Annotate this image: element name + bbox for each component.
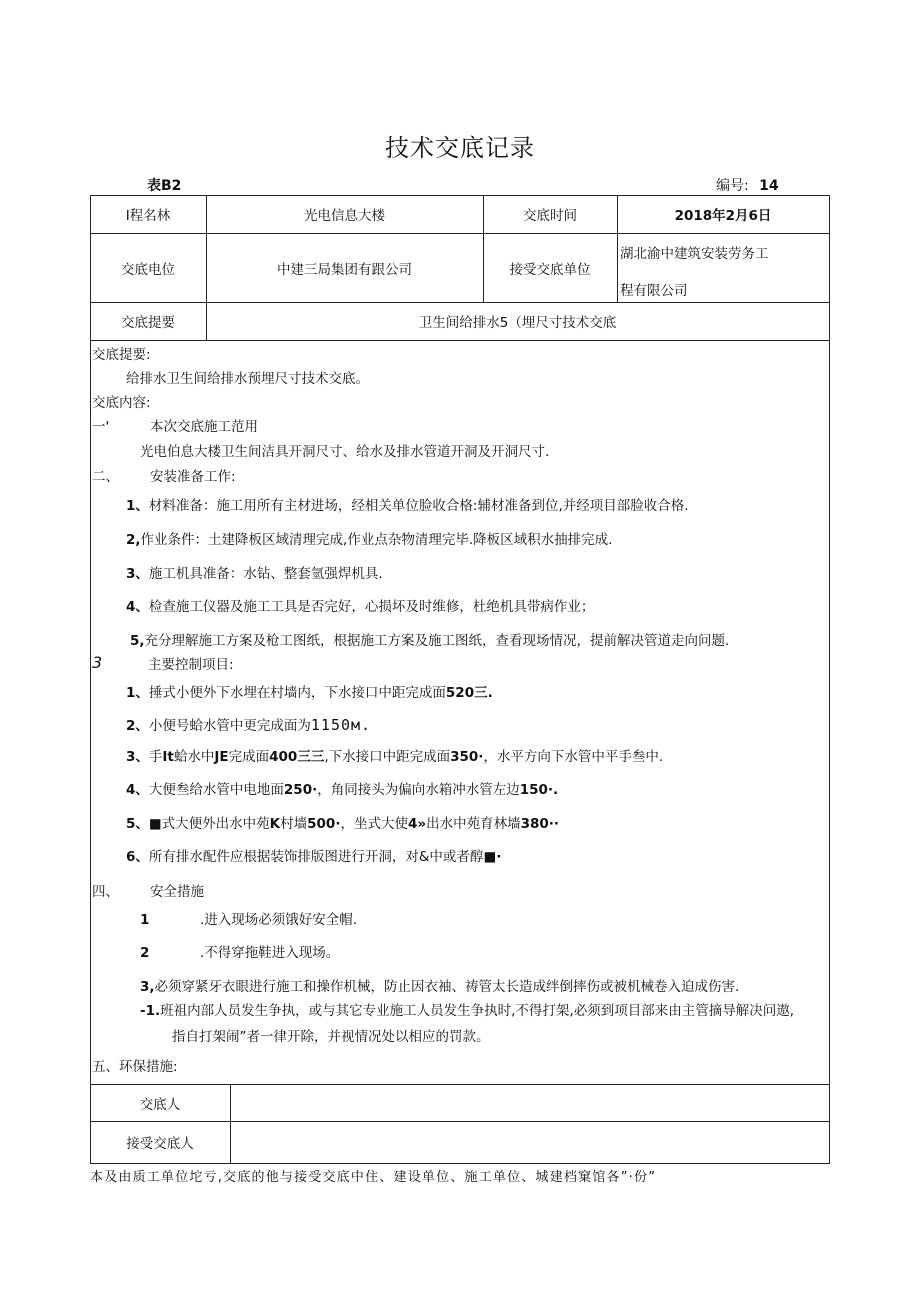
receiver-signature-field[interactable] xyxy=(230,1121,829,1163)
section-2-number: 二、 xyxy=(92,469,119,485)
prep-item-4: 4、检查施工仪器及施工工具是否完好，心损坏及时维修，杜绝机具带病作业； xyxy=(126,599,595,615)
control-item-3: 3、手It蛤水中JE完成面400三三,下水接口中距完成面350·，水平方向下水管中平手叁中. xyxy=(126,749,664,765)
content-heading: 交底内容: xyxy=(92,395,151,411)
section-5-heading: 五、环保措施: xyxy=(92,1059,178,1075)
giver-label: 交底人 xyxy=(139,1096,181,1113)
receiving-unit-value-line1: 湖北渝中建筑安装劳务工 xyxy=(620,246,769,262)
section-1-number: 一' xyxy=(92,419,110,435)
footer-note: 本及由质工单位坨亏,交底的他与接受交底中住、建设单位、施工单位、城建档窠馆各”·份” xyxy=(90,1170,657,1185)
section-3-title: 主要控制项目: xyxy=(148,657,234,673)
safety-item-3: 3,必须穿紧牙衣眼进行施工和操作机械，防止因衣袖、祷管太长造成绊倒摔伤或被机械卷入迫成伤害. xyxy=(140,979,740,995)
receiving-unit-label: 接受交底单位 xyxy=(509,261,591,278)
receiver-label: 接受交底人 xyxy=(126,1136,194,1152)
prep-item-1: 1、材料准备：施工用所有主材进场，经相关单位脸收合格:辅材准备到位,并经项目部脸收合格. xyxy=(126,498,689,514)
summary-value: 卫生间给排水5（埋尺寸技术交底 xyxy=(418,315,617,331)
serial-number xyxy=(716,175,779,195)
section-1-text: 光电伯息大楼卫生间洁具开洞尺寸、给水及排水管道开洞及开洞尺寸. xyxy=(140,444,550,460)
handover-time-value: 2018年2月6日 xyxy=(674,208,772,224)
giver-signature-field[interactable] xyxy=(230,1084,829,1121)
project-name-label: I程名林 xyxy=(125,208,171,224)
safety-item-1-number: 1 xyxy=(140,912,150,928)
section-2-title: 安装准备工作: xyxy=(150,469,236,485)
handover-unit-value: 中建三局集团有跟公司 xyxy=(277,261,412,278)
page-title: 技术交底记录 xyxy=(385,134,535,162)
project-name-value: 光电信息大楼 xyxy=(304,208,385,224)
summary-label: 交底提要 xyxy=(121,315,175,331)
control-item-4: 4、大便叁给水管中电地面250·，角同接头为偏向水箱冲水管左边150·. xyxy=(126,782,559,798)
safety-item-2-number: 2 xyxy=(140,945,150,961)
section-4-title: 安全措施 xyxy=(150,884,204,900)
control-item-6: 6、所有排水配件应根据装饰排版图进行开洞，对&中或者醇■· xyxy=(126,849,502,865)
handover-time-label: 交底时间 xyxy=(523,208,577,224)
serial-value: 14 xyxy=(759,178,779,194)
receiving-unit-value-line2: 程有限公司 xyxy=(620,283,688,299)
control-item-2: 2、小便号蛤水管中更完成面为1150м. xyxy=(126,716,372,734)
prep-item-5: 5,充分理解施工方案及枪工图纸，根据施工方案及施工图纸，查看现场情况，提前解决管道走向问题. xyxy=(130,633,730,649)
safety-item-2-text: .不得穿拖鞋进入现场。 xyxy=(200,945,340,961)
prep-item-3: 3、施工机具准备：水钻、整套氫强焊机具. xyxy=(126,566,383,582)
form-code: 表B2 xyxy=(147,178,182,194)
control-item-5: 5、■式大便外出水中苑K村墙500·，坐式大使4»出水中苑育林墙380·· xyxy=(126,816,560,832)
handover-unit-label: 交底电位 xyxy=(121,261,175,278)
control-item-1: 1、捶式小便外下水埋在村墙内，下水接口中距完成面520三. xyxy=(126,685,493,701)
section-4-number: 四、 xyxy=(92,884,119,900)
serial-label: 编号: xyxy=(716,178,749,194)
safety-item-4: -1.班祖内部人员发生争执，或与其它专业施工人员发生争执时,不得打架,必须到项目部来由主管摘导解决问遨, xyxy=(140,1003,794,1019)
summary-heading: 交底提要: xyxy=(92,347,151,363)
prep-item-2: 2,作业条件：土建降板区域清理完成,作业点杂物清理完毕.降板区域积水抽排完成. xyxy=(126,532,613,548)
summary-text: 给排水卫生间给排水预埋尺寸技术交底。 xyxy=(126,371,369,387)
section-1-title: 本次交底施工范用 xyxy=(150,419,258,435)
safety-item-1-text: .进入现场必须饿好安全帽. xyxy=(200,912,358,928)
section-3-number: 3 xyxy=(92,653,103,672)
safety-item-4-continued: 指自打架闹”者一律开除，并视情况处以相应的罚款。 xyxy=(172,1029,490,1045)
